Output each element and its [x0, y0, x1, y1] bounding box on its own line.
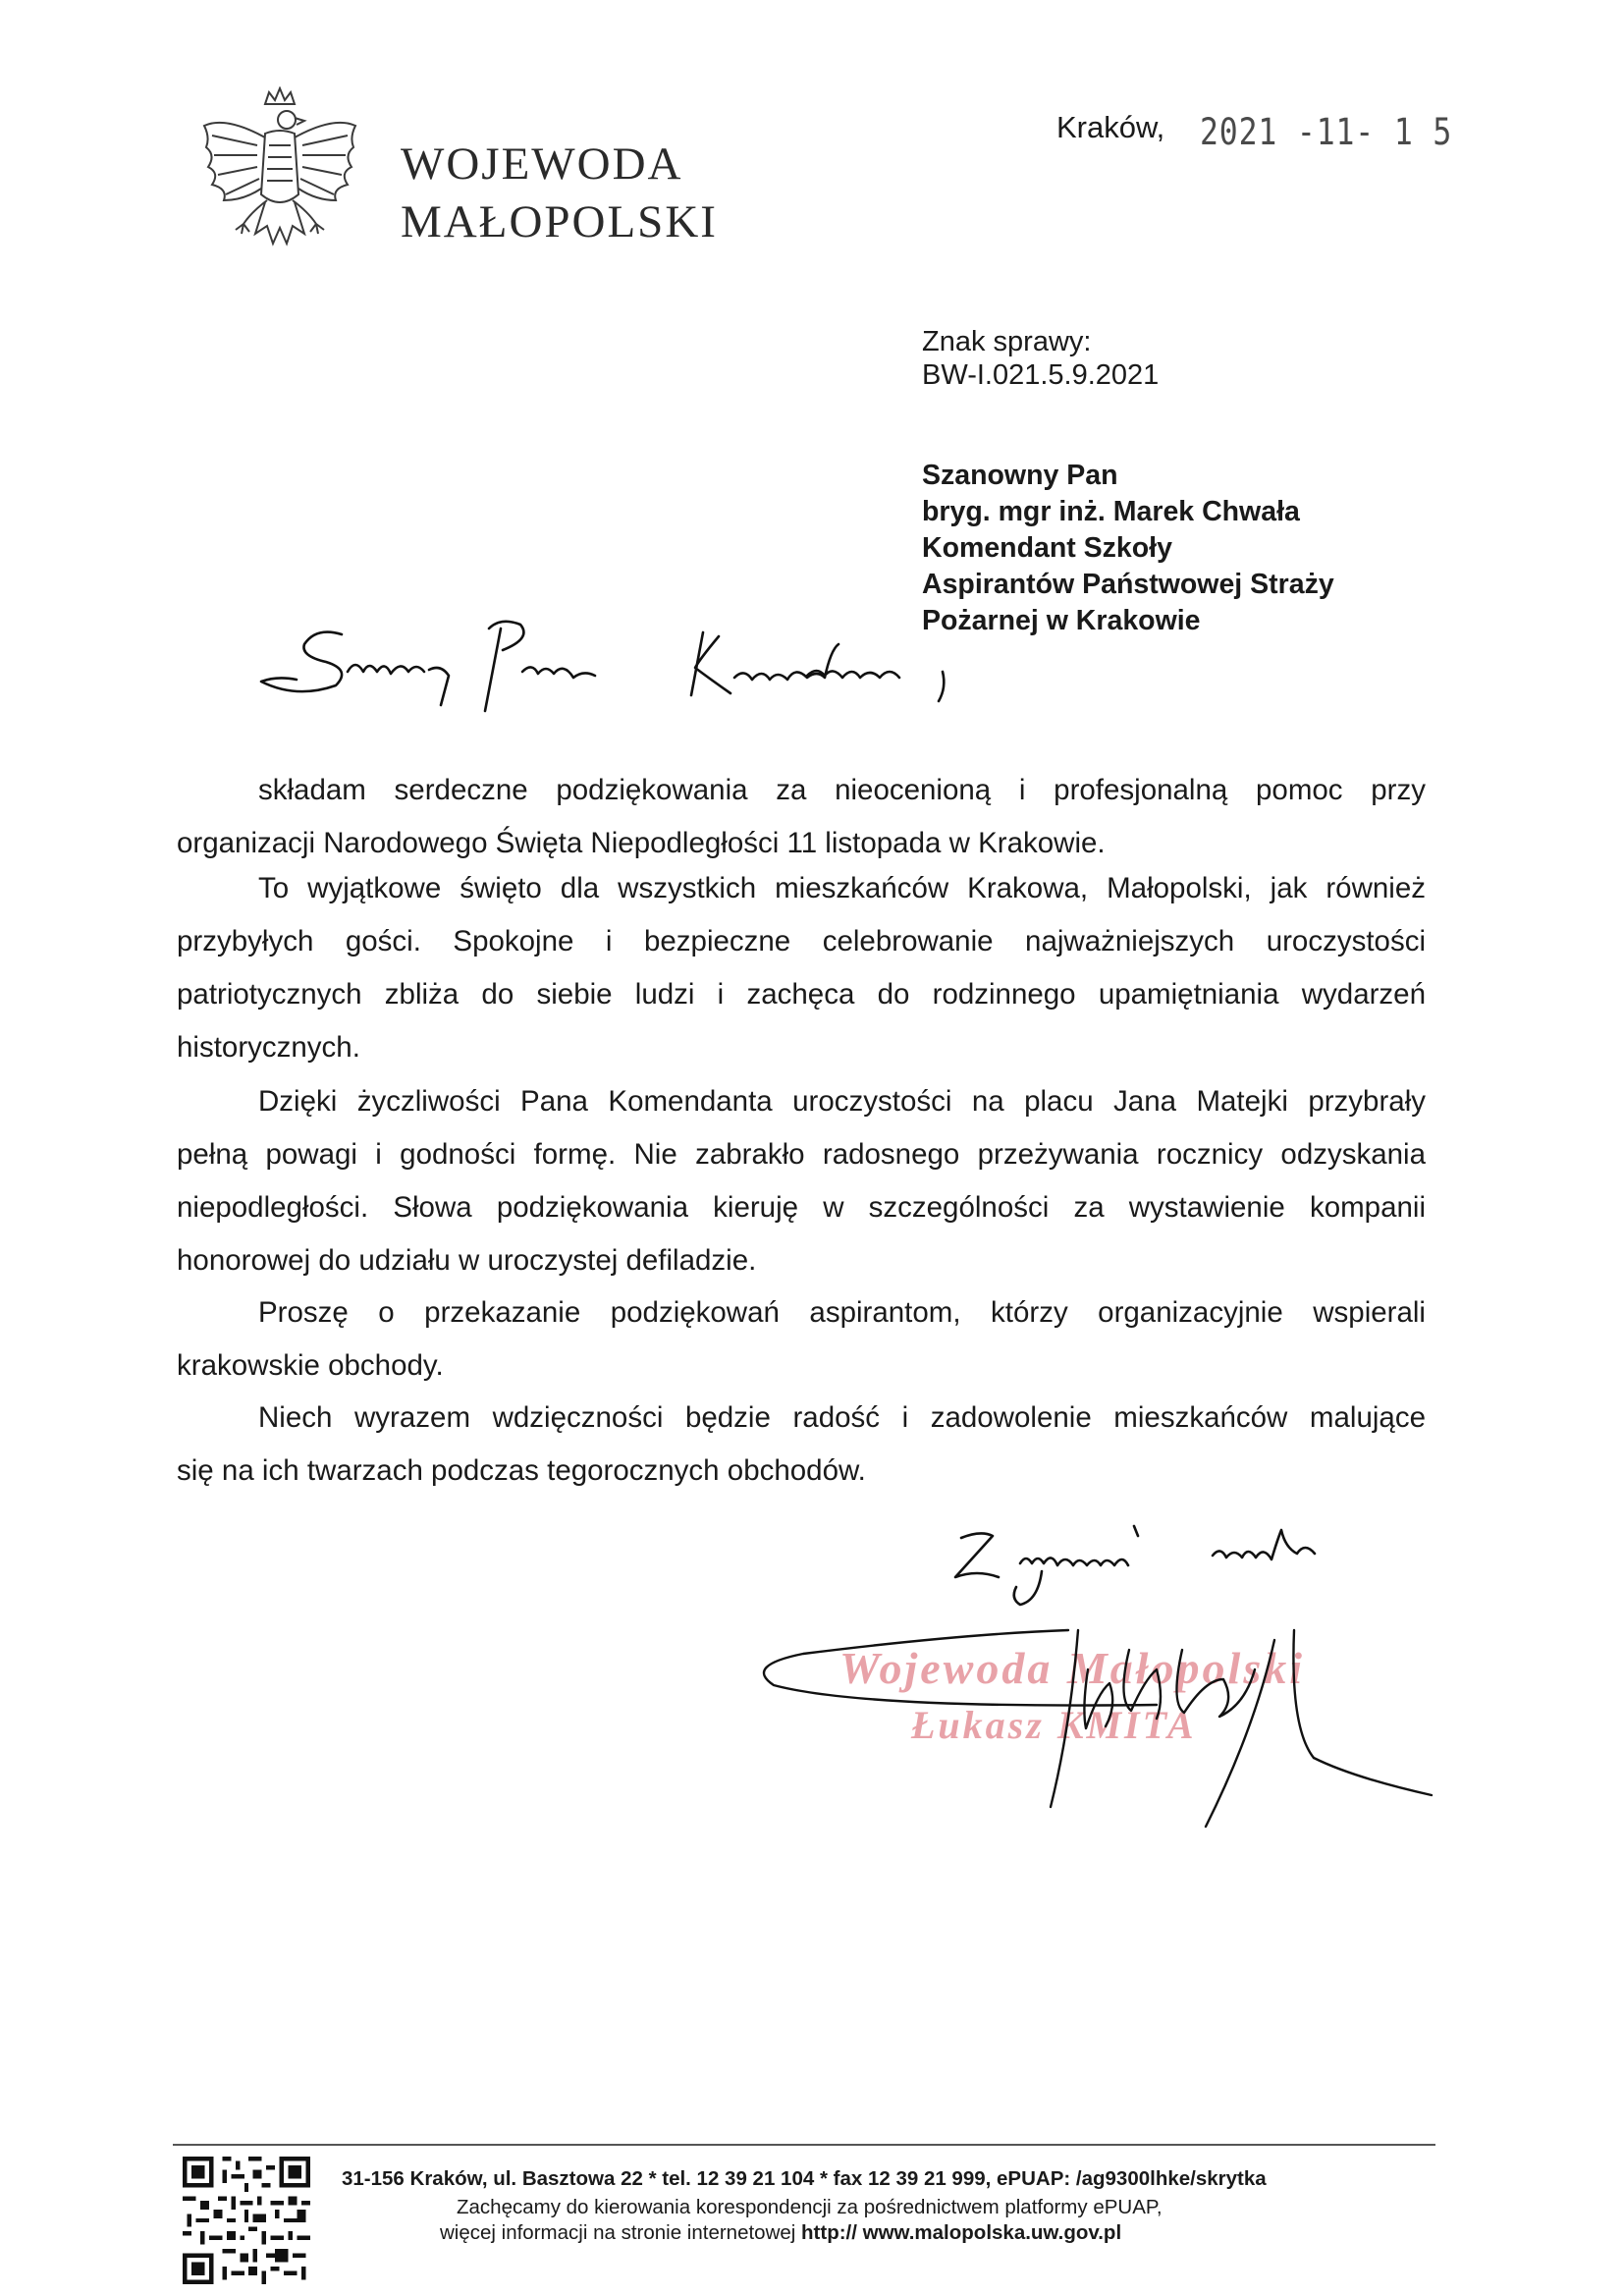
paragraph-1: [177, 764, 1426, 870]
stamp-name: Łukasz KMITA: [911, 1703, 1197, 1747]
reference-value: BW-I.021.5.9.2021: [922, 359, 1160, 391]
reference-label: Znak sprawy:: [922, 326, 1092, 357]
footer-url-protocol: http://: [801, 2221, 857, 2244]
footer-url-link[interactable]: www.malopolska.uw.gov.pl: [862, 2221, 1122, 2244]
addressee-line: bryg. mgr inż. Marek Chwała: [922, 496, 1300, 527]
footer-website: [440, 2221, 1121, 2245]
place-label: Kraków,: [1056, 110, 1165, 144]
paragraph-4: [177, 1286, 1426, 1393]
stamp-title: Wojewoda Małopolski: [839, 1643, 1306, 1693]
footer-address: 31-156 Kraków, ul. Basztowa 22 * tel. 12 39 21 104 * fax 12 39 21 999, ePUAP: /ag9300lhke/skrytka: [342, 2167, 1267, 2190]
body-line: Dzięki życzliwości Pana Komendanta uroczystości na placu Jana Matejki przybrały: [258, 1085, 1426, 1118]
paragraph-2: [177, 862, 1426, 1074]
addressee-line: Szanowny Pan: [922, 460, 1118, 491]
polish-eagle-emblem-icon: [196, 86, 363, 278]
paragraph-3: [177, 1075, 1426, 1287]
org-name-line1: WOJEWODA: [401, 138, 683, 190]
addressee-line: Pożarnej w Krakowie: [922, 605, 1201, 636]
body-line: organizacji Narodowego Święta Niepodległości 11 listopada w Krakowie.: [177, 827, 1106, 859]
footer-divider: [173, 2144, 1435, 2146]
body-line: To wyjątkowe święto dla wszystkich mieszkańców Krakowa, Małopolski, jak również: [258, 872, 1426, 904]
body-line: krakowskie obchody.: [177, 1349, 444, 1382]
body-line: historycznych.: [177, 1031, 360, 1064]
footer-epuap-note: Zachęcamy do kierowania korespondencji za pośrednictwem platformy ePUAP,: [457, 2196, 1163, 2218]
body-line: przybyłych gości. Spokojne i bezpieczne celebrowanie najważniejszych uroczystości: [177, 925, 1426, 957]
footer-website-prefix: więcej informacji na stronie internetowej: [440, 2221, 802, 2244]
body-line: pełną powagi i godności formę. Nie zabrakło radosnego przeżywania rocznicy odzyskania: [177, 1138, 1426, 1171]
date-stamp: 2021 -11- 1 5: [1200, 111, 1453, 153]
paragraph-5: [177, 1392, 1426, 1498]
body-line: Proszę o przekazanie podziękowań aspirantom, którzy organizacyjnie wspierali: [258, 1296, 1426, 1329]
addressee-line: Komendant Szkoły: [922, 532, 1172, 564]
body-line: składam serdeczne podziękowania za nieocenioną i profesjonalną pomoc przy: [258, 774, 1426, 806]
handwritten-signature: [744, 1611, 1451, 1846]
body-line: patriotycznych zbliża do siebie ludzi i zachęca do rodzinnego upamiętniania wydarzeń: [177, 978, 1426, 1011]
body-line: honorowej do udziału w uroczystej defiladzie.: [177, 1244, 757, 1277]
handwritten-salutation: [257, 617, 1043, 735]
body-line: Niech wyrazem wdzięczności będzie radość i zadowolenie mieszkańców malujące: [258, 1401, 1426, 1434]
body-line: niepodległości. Słowa podziękowania kieruję w szczególności za wystawienie kompanii: [177, 1191, 1426, 1224]
addressee-line: Aspirantów Państwowej Straży: [922, 569, 1334, 600]
body-line: się na ich twarzach podczas tegorocznych obchodów.: [177, 1454, 866, 1487]
org-name-line2: MAŁOPOLSKI: [401, 196, 718, 247]
qr-code-icon: [183, 2157, 310, 2284]
